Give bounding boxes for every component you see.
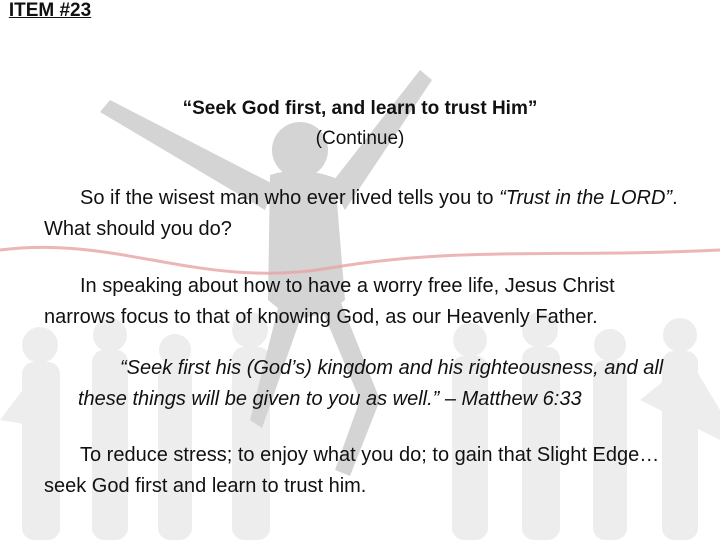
slide-title: ITEM #23	[8, 0, 92, 21]
paragraph-trust-emphasis: “Trust in the LORD”	[499, 187, 673, 209]
scripture-quote	[78, 353, 688, 415]
paragraph-worry-free-text: In speaking about how to have a worry free life, Jesus Christ narrows focus to that of knowing God, as our Heavenly Father.	[44, 275, 615, 328]
scripture-quote-text: “Seek first his (God’s) kingdom and his righteousness, and all these things will be given to you as well.” – Matthew 6:33	[78, 357, 664, 410]
paragraph-trust	[44, 183, 684, 245]
paragraph-trust-text-a: So if the wisest man who ever lived tells you to	[80, 187, 500, 209]
paragraph-trust-text-b: . What should you do?	[44, 187, 678, 240]
slide-subtitle: “Seek God first, and learn to trust Him”	[182, 98, 538, 119]
paragraph-reduce-stress-text: To reduce stress; to enjoy what you do; to gain that Slight Edge… seek God first and learn to trust him.	[44, 444, 660, 497]
paragraph-worry-free	[44, 271, 684, 333]
paragraph-reduce-stress	[44, 440, 684, 502]
continue-label: (Continue)	[315, 128, 405, 149]
